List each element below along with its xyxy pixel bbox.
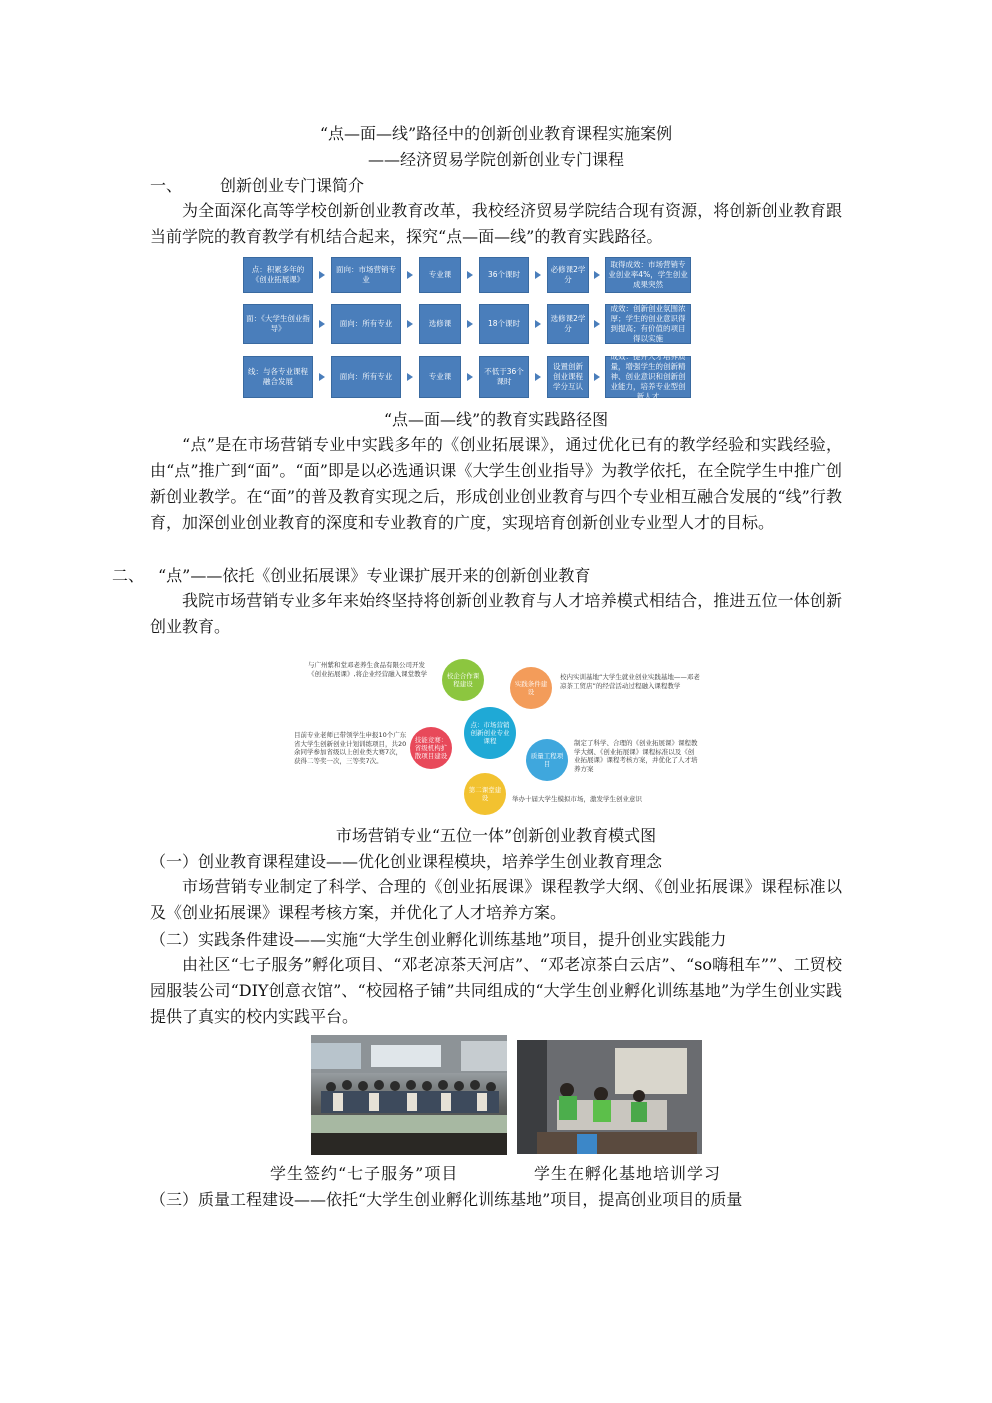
subsection3-heading: （三）质量工程建设——依托“大学生创业孵化训练基地”项目，提高创业项目的质量 <box>150 1190 743 1209</box>
flow-box-r1-c4: 36个课时 <box>479 257 529 293</box>
five-in-one-diagram <box>290 655 700 820</box>
paragraph-five-in-one: 我院市场营销专业多年来始终坚持将创新创业教育与人才培养模式相结合，推进五位一体创新创业教育。 <box>150 591 842 636</box>
flow-arrow-icon <box>467 320 473 328</box>
flow-arrow-icon <box>319 271 325 279</box>
flow-arrow-icon <box>319 320 325 328</box>
circle-practice-conditions: 实践条件建设 <box>510 667 552 709</box>
photo-caption-signing: 学生签约“七子服务”项目 <box>270 1164 459 1183</box>
section2-number: 二、 <box>112 566 145 585</box>
paragraph-point-line: “点”是在市场营销专业中实践多年的《创业拓展课》，通过优化已有的教学经验和实践经验，由“点”推广到“面”。“面”即是以必选通识课《大学生创业指导》为教学依托，在全院学生中推广创新创业教学。在“面”的普及教育实现之后，形成创业创业教育与四个专业相互融合发展的“线”行教育，加深创业创业教育的深度和专业教育的广度，实现培育创新创业专业型人才的目标。 <box>150 435 842 532</box>
paragraph-course-construction: 市场营销专业制定了科学、合理的《创业拓展课》课程教学大纲、《创业拓展课》课程标准以及《创业拓展课》课程考核方案，并优化了人才培养方案。 <box>150 877 842 922</box>
flow-box-r1-c6: 取得成效：市场营销专业创业率4%，学生创业成果突然 <box>605 257 691 293</box>
five-in-one-caption: 市场营销专业“五位一体”创新创业教育模式图 <box>335 826 657 845</box>
flow-arrow-icon <box>594 373 600 381</box>
flow-box-r1-c5: 必修课2学分 <box>547 257 589 293</box>
flow-arrow-icon <box>407 271 413 279</box>
section1-heading: 创新创业专门课简介 <box>220 176 365 195</box>
flow-arrow-icon <box>407 320 413 328</box>
flow-box-r2-c1: 面：《大学生创业指导》 <box>243 304 313 344</box>
flow-arrow-icon <box>407 373 413 381</box>
photo-caption-training: 学生在孵化基地培训学习 <box>534 1164 722 1183</box>
training-photo-image <box>517 1040 702 1154</box>
note-quality-project: 制定了科学、合理的《创业拓展课》课程教学大纲、《创业拓展课》课程标准以及《创业拓展课》课程考核方案，并优化了人才培养方案 <box>574 739 698 773</box>
circle-second-classroom: 第二课堂建设 <box>464 773 506 815</box>
group-photo-image <box>311 1035 507 1155</box>
flow-arrow-icon <box>467 271 473 279</box>
flow-box-r2-c4: 18个课时 <box>479 304 529 344</box>
flow-arrow-icon <box>319 373 325 381</box>
subsection1-heading: （一）创业教育课程建设——优化创业课程模块，培养学生创业教育理念 <box>150 852 663 871</box>
flow-box-r2-c6: 成效：创新创业氛围浓厚；学生的创业意识得到提高；有价值的项目得以实施 <box>605 304 691 344</box>
flow-box-r2-c5: 选修课2学分 <box>547 304 589 344</box>
flow-arrow-icon <box>535 373 541 381</box>
circle-enterprise-course: 校企合作课程建设 <box>442 659 484 701</box>
document-title: “点—面—线”路径中的创新创业教育课程实施案例 <box>319 124 673 143</box>
flow-arrow-icon <box>535 320 541 328</box>
photo-signing-ceremony <box>311 1035 507 1155</box>
flow-box-r3-c6: 成效：提升人才培养质量，增强学生的创新精神、创业意识和创新创业能力，培养专业型创新人才 <box>605 356 691 398</box>
flowchart-caption: “点—面—线”的教育实践路径图 <box>383 410 609 429</box>
flow-box-r3-c1: 线：与各专业课程融合发展 <box>243 356 313 398</box>
flow-box-r1-c1: 点：积累多年的《创业拓展课》 <box>243 257 313 293</box>
flow-arrow-icon <box>594 320 600 328</box>
subsection2-heading: （二）实践条件建设——实施“大学生创业孵化训练基地”项目，提升创业实践能力 <box>150 930 727 949</box>
flowchart-diagram <box>243 257 691 399</box>
circle-quality-project: 质量工程项目 <box>526 739 568 781</box>
photo-incubation-training <box>517 1040 702 1154</box>
flow-box-r3-c3: 专业课 <box>419 356 461 398</box>
note-practice-conditions: 校内实训基地“大学生就业创业实践基地——邓老凉茶工贸店”的经营活动过程融入课程教学 <box>560 673 700 690</box>
flow-box-r3-c4: 不低于36个课时 <box>479 356 529 398</box>
section2-heading: “点”——依托《创业拓展课》专业课扩展开来的创新创业教育 <box>158 566 591 585</box>
note-enterprise-course: 与广州紫和堂邓老养生食品有限公司开发《创业拓展课》,将企业经营融入课堂教学 <box>308 661 428 678</box>
flow-box-r2-c3: 选修课 <box>419 304 461 344</box>
flow-box-r1-c3: 专业课 <box>419 257 461 293</box>
paragraph-intro: 为全面深化高等学校创新创业教育改革，我校经济贸易学院结合现有资源，将创新创业教育跟当前学院的教育教学有机结合起来，探究“点—面—线”的教育实践路径。 <box>150 201 842 246</box>
center-circle: 点：市场营销创新创业专业课程 <box>464 707 516 759</box>
flow-arrow-icon <box>535 271 541 279</box>
flow-box-r3-c2: 面向：所有专业 <box>331 356 401 398</box>
paragraph-practice-conditions: 由社区“七子服务”孵化项目、“邓老凉茶天河店”、“邓老凉茶白云店”、“so嗨租车””、工贸校园服装公司“DIY创意衣馆”、“校园格子铺”共同组成的“大学生创业孵化训练基地”为学生创业实践提供了真实的校内实践平台。 <box>150 955 842 1026</box>
section1-number: 一、 <box>150 176 183 195</box>
circle-skill-competition: 技能竞赛：省级机构扩散项目建设 <box>410 727 452 769</box>
flow-arrow-icon <box>467 373 473 381</box>
flow-box-r3-c5: 设置创新创业课程学分互认 <box>547 356 589 398</box>
flow-box-r1-c2: 面向：市场营销专业 <box>331 257 401 293</box>
note-second-classroom: 举办十届大学生模拟市场，激发学生创业意识 <box>512 795 642 803</box>
flow-box-r2-c2: 面向：所有专业 <box>331 304 401 344</box>
flow-arrow-icon <box>594 271 600 279</box>
document-subtitle: ——经济贸易学院创新创业专门课程 <box>367 150 624 169</box>
note-skill-competition: 目前专业老师已带领学生申报10个广东省大学生创新创业计划训练项目，共20余同学参加省级以上创业类大赛7次，获得二等奖一次，三等奖7次。 <box>294 731 407 765</box>
